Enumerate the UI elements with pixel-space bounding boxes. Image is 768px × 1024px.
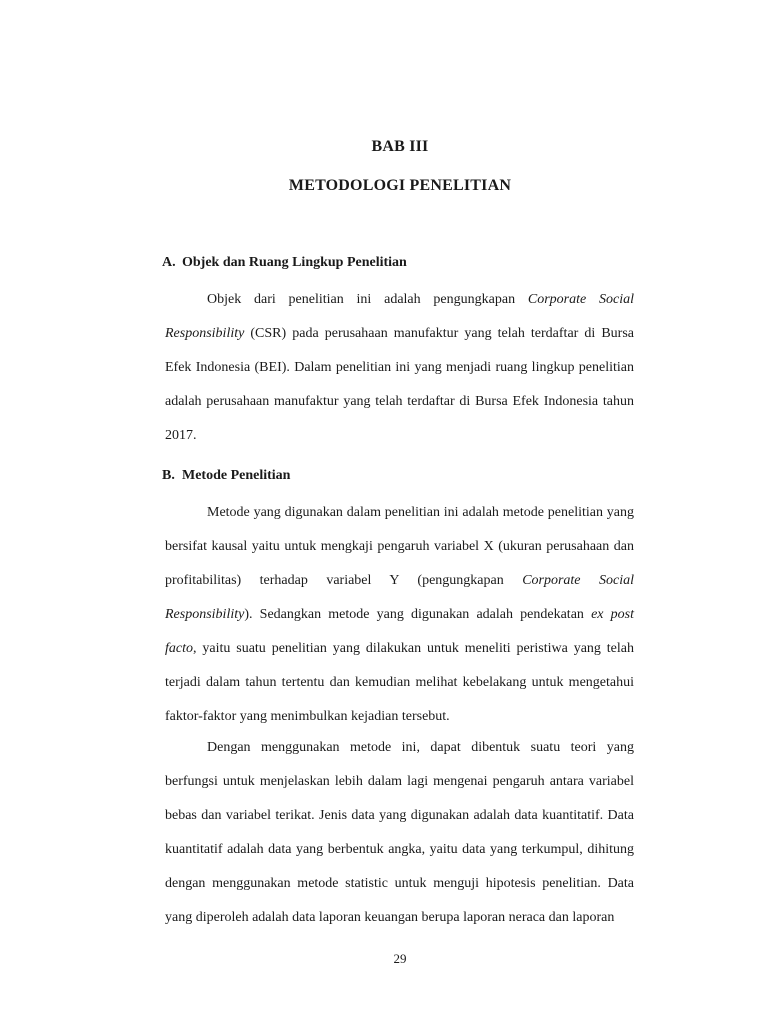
paragraph-metode [165,496,634,734]
chapter-number: BAB III [371,138,429,155]
paragraph-metode-text-3: , yaitu suatu penelitian yang dilakukan untuk meneliti peristiwa yang telah terjadi dalam tahun tertentu dan kemudian melihat kebelakang untuk mengetahui faktor-faktor yang menimbulkan kejadian tersebut. [165,641,634,724]
paragraph-objek-text-1: Objek dari penelitian ini adalah pengungkapan [207,292,528,307]
paragraph-objek-italic-1: Corporate Social Responsibility [165,292,634,341]
paragraph-metode-italic-1: Corporate Social Responsibility [165,573,634,622]
paragraph-objek [165,283,634,453]
section-heading-b [162,468,290,484]
page-number: 29 [393,951,407,966]
chapter-title: METODOLOGI PENELITIAN [288,177,512,194]
section-letter-b: B. [162,468,175,483]
paragraph-data [165,731,634,935]
section-heading-a [162,255,407,271]
section-title-a: Objek dan Ruang Lingkup Penelitian [182,255,407,270]
section-letter-a: A. [162,255,176,270]
paragraph-metode-text-1: Metode yang digunakan dalam penelitian ini adalah metode penelitian yang bersifat kausal yaitu untuk mengkaji pengaruh variabel X (ukuran perusahaan dan profitabilitas) terhadap variabel Y (pengungkapan [165,505,634,588]
paragraph-metode-text-2: ). Sedangkan metode yang digunakan adalah pendekatan [244,607,592,622]
section-title-b: Metode Penelitian [182,468,291,483]
paragraph-data-text: Dengan menggunakan metode ini, dapat dibentuk suatu teori yang berfungsi untuk menjelaskan lebih dalam lagi mengenai pengaruh antara variabel bebas dan variabel terikat. Jenis data yang digunakan adalah data kuantitatif. Data kuantitatif adalah data yang berbentuk angka, yaitu data yang terkumpul, dihitung dengan menggunakan metode statistic untuk menguji hipotesis penelitian. Data yang diperoleh adalah data laporan keuangan berupa laporan neraca dan laporan [165,740,634,925]
paragraph-objek-text-2: (CSR) pada perusahaan manufaktur yang telah terdaftar di Bursa Efek Indonesia (BEI). Dalam penelitian ini yang menjadi ruang lingkup penelitian adalah perusahaan manufaktur yang telah terdaftar di Bursa Efek Indonesia tahun 2017. [165,326,634,443]
paragraph-metode-italic-2: ex post facto [165,607,635,656]
